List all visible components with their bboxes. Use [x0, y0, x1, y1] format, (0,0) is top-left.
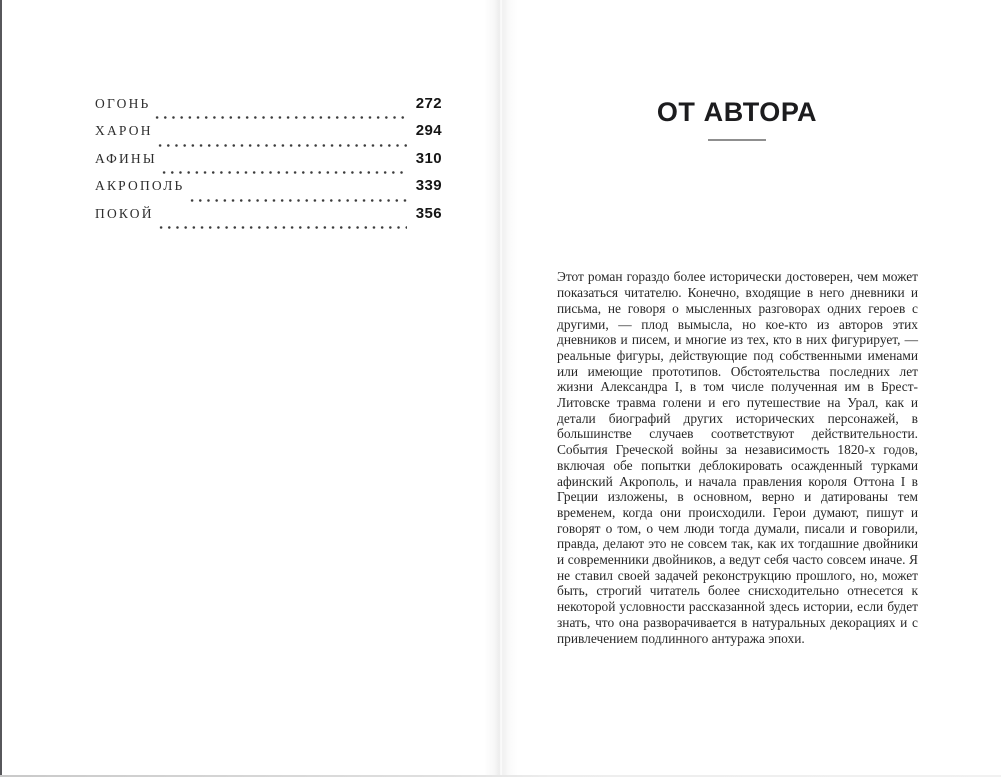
toc-leader-dots: [188, 199, 407, 202]
toc-entry-page-number: 272: [415, 95, 442, 112]
toc-entry-label: ХАРОН: [95, 123, 153, 139]
toc-entry: [95, 95, 442, 122]
scan-left-edge-line: [0, 0, 2, 777]
toc-leader-dots: [157, 226, 407, 229]
page-title: ОТ АВТОРА: [656, 97, 818, 127]
toc-entry-page-number: 356: [415, 204, 442, 222]
toc-leader-dots: [160, 171, 407, 174]
toc-entry-label: АКРОПОЛЬ: [95, 178, 185, 194]
table-of-contents: [95, 95, 442, 232]
toc-entry: [95, 177, 442, 204]
toc-leader-dots: [156, 144, 407, 147]
toc-entry: [95, 205, 442, 232]
toc-entry-label: АФИНЫ: [95, 150, 157, 166]
toc-entry-page-number: 339: [415, 177, 442, 195]
toc-leader-dots: [153, 116, 406, 119]
title-underline-rule: [708, 139, 766, 141]
toc-entry-page-number: 310: [415, 149, 442, 167]
toc-entry-page-number: 294: [415, 122, 442, 140]
author-section-header: [556, 97, 918, 141]
toc-entry: [95, 150, 442, 177]
toc-entry: [95, 122, 442, 149]
toc-entry-label: ПОКОЙ: [95, 205, 154, 221]
author-note-paragraph: Этот роман гораздо более исторически достоверен, чем может показаться читателю. Конечно, входящие в него дневники и письма, не говоря о мысленных разговорах одних героев с другими, — плод вымысла, но кое-кто из авторов этих дневников и писем, и многие из тех, кто в них фигурирует, — реальные фигуры, действующие под собственными именами или имеющие прототипов. Обстоятельства последних лет жизни Александра I, в том числе полученная им в Брест-Литовске травма голени и его путешествие на Урал, как и детали биографий других исторических персонажей, в большинстве случаев соответствуют действительности. События Греческой войны за независимость 1820-х годов, включая обе попытки деблокировать осажденный турками афинский Акрополь, и начала правления короля Оттона I в Греции изложены, в основном, верно и датированы тем временем, когда они происходили. Герои думают, пишут и говорят о том, о чем люди тогда думали, писали и говорили, правда, делают это не совсем так, как их тогдашние двойники и современники двойников, а ведут себя часто совсем иначе. Я не ставил своей задачей реконструкцию прошлого, но, может быть, строгий читатель более снисходительно отнесется к некоторой условности рассказанной здесь истории, если будет знать, что она разворачивается в натуральных декорациях и с привлечением подлинного антуража эпохи.: [557, 269, 918, 646]
book-gutter-shadow: [484, 0, 518, 777]
toc-entry-label: ОГОНЬ: [95, 96, 151, 111]
